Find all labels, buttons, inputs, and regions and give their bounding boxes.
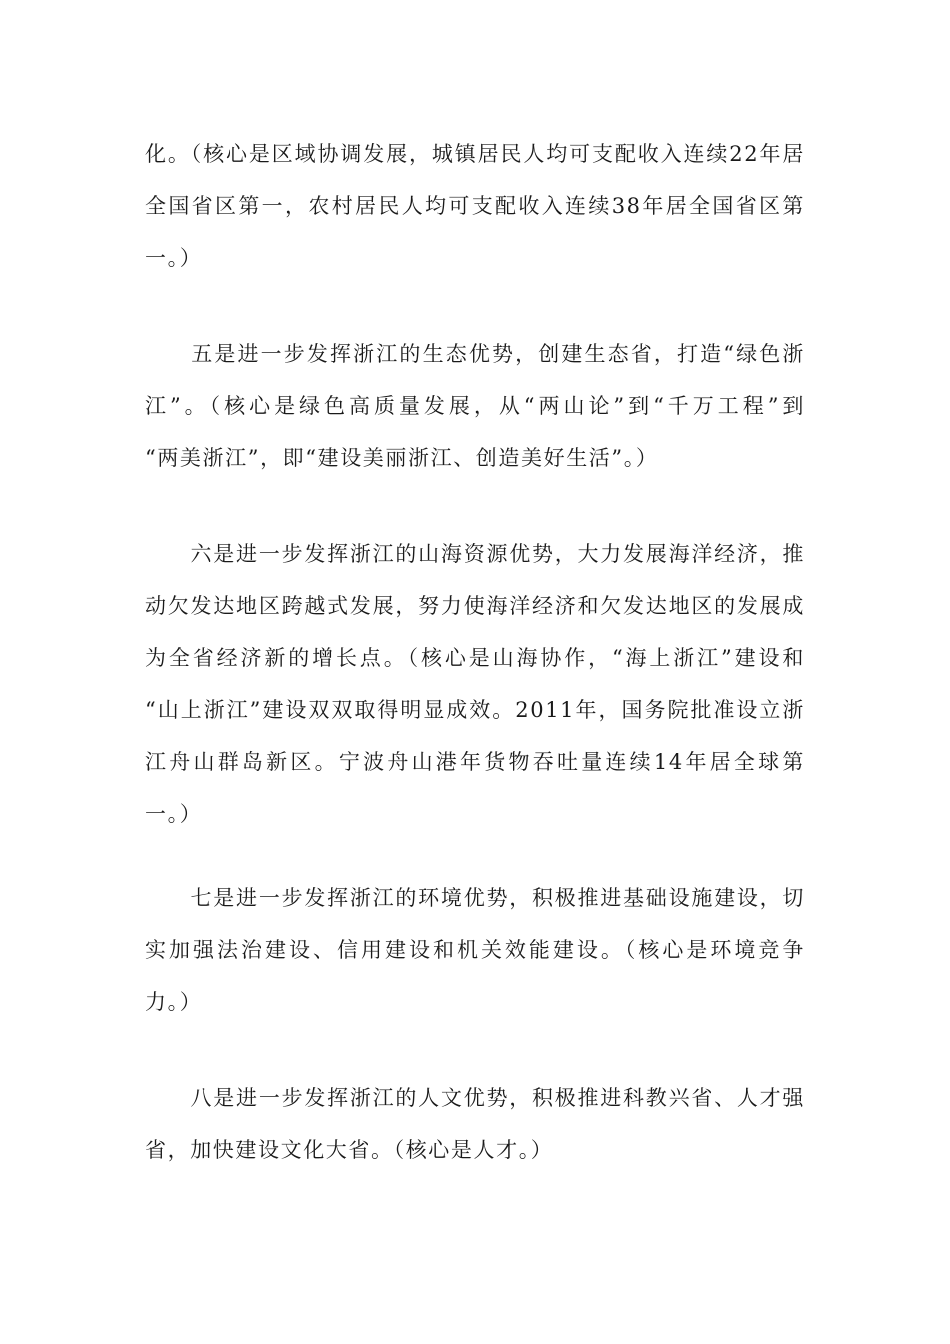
text-line: “山上浙江”建设双双取得明显成效。2011年，国务院批准设立浙 [145,698,805,722]
text-line: “两美浙江”，即“建设美丽浙江、创造美好生活”。） [145,446,659,470]
text-line: 江”。（核心是绿色高质量发展，从“两山论”到“千万工程”到 [145,394,805,418]
paragraph-mountain-sea-advantage [145,528,805,840]
text-line: 力。） [145,990,203,1014]
text-line: 为全省经济新的增长点。（核心是山海协作，“海上浙江”建设和 [145,646,805,670]
text-line: 七是进一步发挥浙江的环境优势，积极推进基础设施建设，切 [145,886,805,910]
text-line: 一。） [145,246,203,270]
text-line: 全国省区第一，农村居民人均可支配收入连续38年居全国省区第 [145,194,805,218]
text-line: 江舟山群岛新区。宁波舟山港年货物吞吐量连续14年居全球第 [145,750,805,774]
paragraph-ecological-advantage [145,328,805,484]
text-line: 六是进一步发挥浙江的山海资源优势，大力发展海洋经济，推 [145,542,805,566]
text-line: 省，加快建设文化大省。（核心是人才。） [145,1138,554,1162]
text-line: 化。（核心是区域协调发展，城镇居民人均可支配收入连续22年居 [145,142,805,166]
text-line: 动欠发达地区跨越式发展，努力使海洋经济和欠发达地区的发展成 [145,594,805,618]
text-line: 五是进一步发挥浙江的生态优势，创建生态省，打造“绿色浙 [145,342,805,366]
paragraph-environment-advantage [145,872,805,1028]
text-line: 八是进一步发挥浙江的人文优势，积极推进科教兴省、人才强 [145,1086,805,1110]
text-line: 一。） [145,802,203,826]
paragraph-regional-coordination [145,128,805,284]
paragraph-cultural-advantage [145,1072,805,1176]
text-line: 实加强法治建设、信用建设和机关效能建设。（核心是环境竞争 [145,938,805,962]
